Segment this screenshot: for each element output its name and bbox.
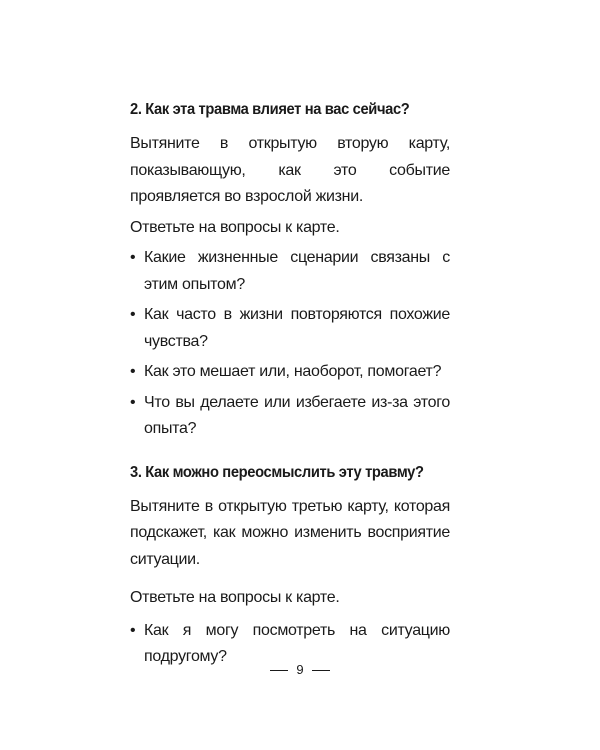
list-item-text: Как это мешает или, наоборот, помогает? bbox=[144, 363, 442, 380]
list-item bbox=[130, 302, 450, 355]
section-2-intro: Вытяните в открытую вторую карту, показывающую, как это событие проявляется во взрослой жизни. bbox=[130, 135, 450, 205]
list-item bbox=[130, 245, 450, 298]
list-item bbox=[130, 390, 450, 443]
list-item-text: Какие жизненные сценарии связаны с этим опытом? bbox=[144, 249, 450, 293]
bullet-icon: • bbox=[130, 363, 136, 380]
section-3-intro: Вытяните в открытую третью карту, которая подскажет, как можно изменить восприятие ситуации. bbox=[130, 497, 450, 568]
list-item-text: Что вы делаете или избегаете из-за этого опыта? bbox=[144, 393, 450, 437]
page-number: 9 bbox=[296, 662, 304, 677]
section-2-title: 2. Как эта травма влияет на вас сейчас? bbox=[130, 101, 410, 118]
bullet-icon: • bbox=[130, 393, 136, 411]
bullet-icon: • bbox=[130, 249, 136, 266]
page-footer bbox=[0, 660, 600, 680]
bullet-icon: • bbox=[130, 306, 136, 323]
bullet-icon: • bbox=[130, 621, 136, 639]
page-body bbox=[130, 98, 450, 671]
section-2-prompt: Ответьте на вопросы к карте. bbox=[130, 218, 340, 236]
section-3-title: 3. Как можно переосмыслить эту травму? bbox=[130, 463, 424, 481]
dash-divider-right bbox=[312, 670, 330, 671]
list-item-text: Как я могу посмотреть на ситуацию подругому? bbox=[144, 621, 450, 665]
list-item-text: Как часто в жизни повторяются похожие чувства? bbox=[144, 306, 450, 350]
dash-divider-left bbox=[270, 670, 288, 671]
section-3-prompt: Ответьте на вопросы к карте. bbox=[130, 589, 340, 606]
section-2-question-list bbox=[130, 245, 450, 443]
list-item bbox=[130, 359, 450, 386]
